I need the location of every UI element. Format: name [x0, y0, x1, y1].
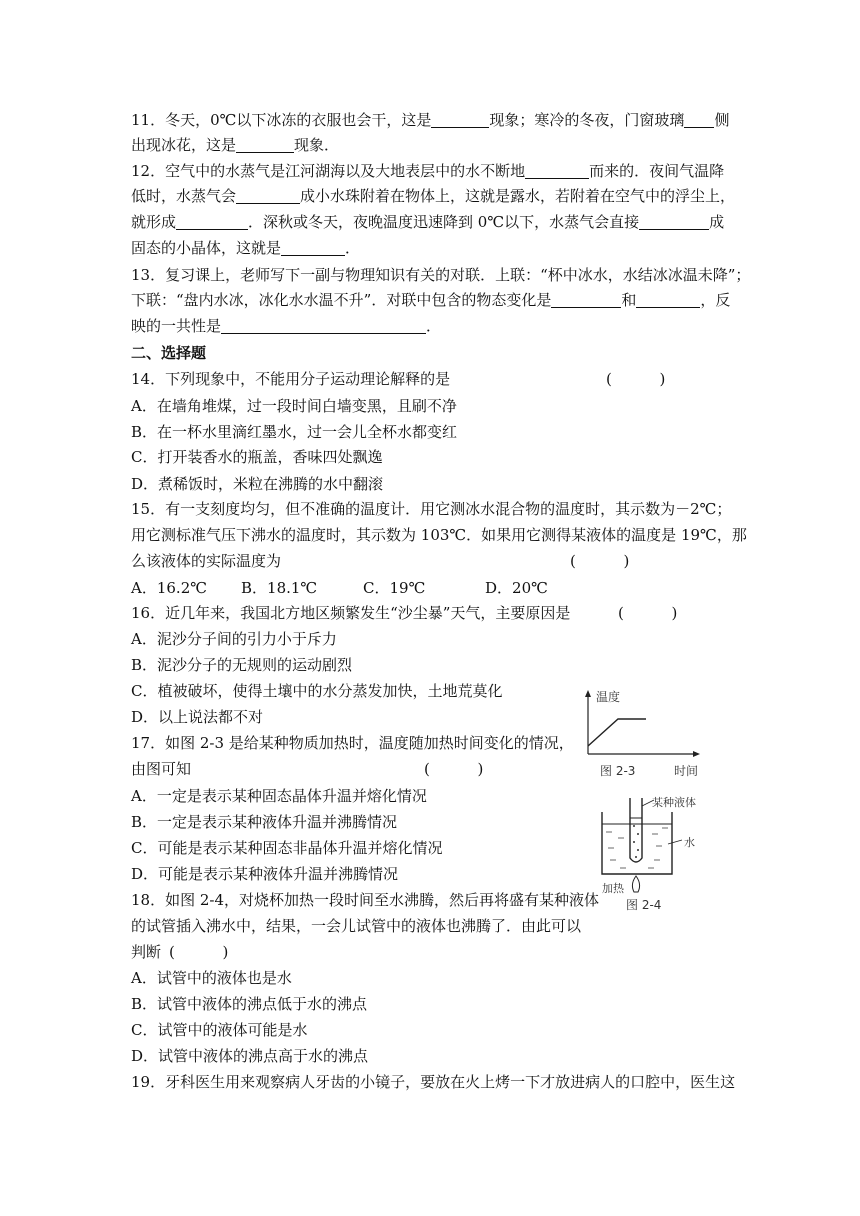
q14-option-b: B．在一杯水里滴红墨水，过一会儿全杯水都变红 — [131, 423, 458, 441]
q13-line1 — [131, 265, 750, 285]
q12-blank-1 — [525, 164, 589, 179]
q15-answer-paren: ( ) — [570, 552, 630, 570]
q12-text: ．深秋或冬天，夜晚温度迅速降到 0℃以下，水蒸气会直接 — [248, 213, 640, 231]
q11-blank-1 — [431, 113, 489, 128]
q12-text: 就形成 — [131, 213, 177, 231]
q12-text: ． — [345, 239, 361, 257]
fig23-ylabel: 温度 — [596, 690, 621, 704]
q13-text: 13．复习课上，老师写下一副与物理知识有关的对联．上联：“杯中冰水，水结冰冰温未降”； — [131, 266, 751, 284]
q16-option-a: A．泥沙分子间的引力小于斥力 — [131, 630, 337, 648]
q15-line2: 用它测标准气压下沸水的温度时，其示数为 103℃．如果用它测得某液体的温度是 19℃，那 — [131, 526, 747, 544]
q14-option-c: C．打开装香水的瓶盖，香味四处飘逸 — [131, 448, 383, 466]
q18-line3 — [131, 942, 228, 962]
q18-line1: 18．如图 2-4，对烧杯加热一段时间至水沸腾，然后再将盛有某种液体 — [131, 891, 600, 909]
x-axis-arrow — [693, 751, 700, 757]
q14-option-a: A．在墙角堆煤，过一段时间白墙变黑，且刷不净 — [131, 397, 457, 415]
q14-option-d: D．煮稀饭时，米粒在沸腾的水中翻滚 — [131, 475, 384, 493]
q11-blank-3 — [236, 138, 294, 153]
test-tube — [630, 798, 642, 862]
q12-blank-5 — [281, 241, 345, 256]
fig24-caption: 图 2-4 — [626, 898, 662, 912]
q14-stem: 14．下列现象中，不能用分子运动理论解释的是 — [131, 370, 451, 388]
q15-option-b: B．18.1℃ — [241, 579, 318, 597]
q11-line2 — [131, 135, 339, 155]
q17-option-d: D．可能是表示某种液体升温并沸腾情况 — [131, 865, 399, 883]
fig24-heat-label: 加热 — [602, 882, 624, 895]
q13-line3 — [131, 316, 441, 336]
figure-2-3 — [578, 684, 708, 780]
q11-blank-2 — [684, 113, 714, 128]
q13-text: 映的一共性是 — [131, 317, 222, 335]
q15-option-d: D．20℃ — [485, 579, 548, 597]
q12-text: 而来的．夜间气温降 — [589, 162, 725, 180]
section-heading: 二、选择题 — [131, 344, 207, 362]
q12-blank-2 — [236, 189, 300, 204]
heating-curve — [588, 719, 646, 746]
q13-line2 — [131, 290, 730, 310]
q11-text: 现象；寒冷的冬夜，门窗玻璃 — [489, 111, 685, 129]
q15-option-c: C．19℃ — [363, 579, 426, 597]
q16-option-b: B．泥沙分子的无规则的运动剧烈 — [131, 656, 353, 674]
q15-line1: 15．有一支刻度均匀，但不准确的温度计．用它测冰水混合物的温度时，其示数为－2℃； — [131, 500, 732, 518]
q12-text: 成 — [709, 213, 725, 231]
q12-text: 固态的小晶体，这就是 — [131, 239, 282, 257]
q16-option-d: D．以上说法都不对 — [131, 708, 264, 726]
q17-option-c: C．可能是表示某种固态非晶体升温并熔化情况 — [131, 839, 443, 857]
q15-option-a: A．16.2℃ — [131, 579, 208, 597]
figure-2-4 — [596, 794, 716, 912]
q18-option-b: B．试管中液体的沸点低于水的沸点 — [131, 995, 368, 1013]
q12-line3 — [131, 212, 724, 232]
fig23-caption: 图 2-3 — [600, 764, 636, 778]
q18-option-d: D．试管中液体的沸点高于水的沸点 — [131, 1047, 369, 1065]
q13-text: ，反 — [700, 291, 731, 309]
q19-line1: 19．牙科医生用来观察病人牙齿的小镜子，要放在火上烤一下才放进病人的口腔中，医生这 — [131, 1073, 736, 1091]
q17-option-b: B．一定是表示某种液体升温并沸腾情况 — [131, 813, 398, 831]
q17-option-a: A．一定是表示某种固态晶体升温并熔化情况 — [131, 787, 427, 805]
q12-text: 成小水珠附着在物体上，这就是露水，若附着在空气中的浮尘上， — [300, 187, 736, 205]
q11-text: 侧 — [714, 111, 730, 129]
q18-option-c: C．试管中的液体可能是水 — [131, 1021, 308, 1039]
q12-line2 — [131, 186, 735, 206]
q17-answer-paren: ( ) — [424, 760, 484, 778]
q12-text: 12．空气中的水蒸气是江河湖海以及大地表层中的水不断地 — [131, 162, 526, 180]
fig24-liquid-label: 某种液体 — [652, 796, 696, 809]
q15-line3: 么该液体的实际温度为 — [131, 552, 282, 570]
q12-line4 — [131, 238, 360, 258]
q13-text: 和 — [621, 291, 637, 309]
q16-option-c: C．植被破坏，使得土壤中的水分蒸发加快，土地荒莫化 — [131, 682, 503, 700]
q17-line2: 由图可知 — [131, 760, 192, 778]
q13-blank-2 — [636, 293, 700, 308]
fig24-water-label: 水 — [684, 836, 695, 849]
q13-text: 下联：“盘内水冰，冰化水水温不升”．对联中包含的物态变化是 — [131, 291, 552, 309]
tube-liquid-dots — [633, 825, 639, 858]
q16-stem: 16．近几年来，我国北方地区频繁发生“沙尘暴”天气，主要原因是 — [131, 604, 571, 622]
q18-text: 判断 — [131, 943, 162, 961]
q12-line1 — [131, 161, 724, 181]
water-leader-line — [668, 840, 682, 844]
q16-answer-paren: ( ) — [618, 604, 678, 622]
q13-blank-1 — [551, 293, 621, 308]
q13-blank-3 — [221, 319, 426, 334]
beaker — [602, 812, 672, 874]
q12-text: 低时，水蒸气会 — [131, 187, 237, 205]
y-axis-arrow — [585, 690, 591, 697]
q11-text: 11．冬天，0℃以下冰冻的衣服也会干，这是 — [131, 111, 432, 129]
q13-text: ． — [426, 317, 442, 335]
flame-icon — [632, 876, 639, 892]
q12-blank-4 — [639, 215, 709, 230]
fig23-xlabel: 时间 — [674, 764, 699, 778]
q18-line2: 的试管插入沸水中，结果，一会儿试管中的液体也沸腾了．由此可以 — [131, 917, 582, 935]
q18-answer-paren: ( ) — [169, 943, 229, 961]
q11-line1 — [131, 110, 729, 130]
q14-answer-paren: ( ) — [606, 370, 666, 388]
q12-blank-3 — [176, 215, 248, 230]
q11-text: 出现冰花，这是 — [131, 136, 237, 154]
q11-text: 现象． — [294, 136, 340, 154]
q17-line1: 17．如图 2-3 是给某种物质加热时，温度随加热时间变化的情况， — [131, 734, 574, 752]
q18-option-a: A．试管中的液体也是水 — [131, 969, 292, 987]
